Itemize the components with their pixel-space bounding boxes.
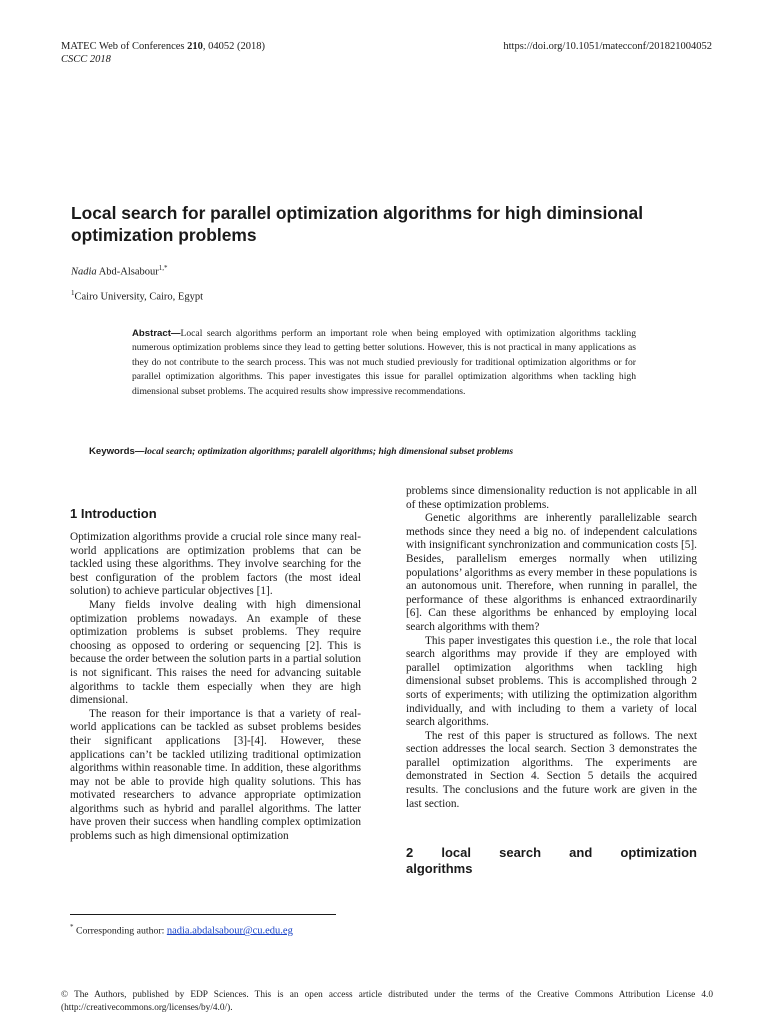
heading-word: and: [569, 845, 593, 860]
paragraph: The rest of this paper is structured as follows. The next section addresses the local search. Section 3 demonstrates the parallel optimization algorithms. The experiments are demonstrated in Section 4. Section 5 details the acquired results. The conclusions and the future work are given in the last section.: [406, 729, 697, 810]
author-marks: 1,*: [158, 264, 168, 272]
abstract-label: Abstract—: [132, 328, 181, 339]
section-heading-line1: [406, 845, 697, 861]
footnote-mark: *: [70, 923, 74, 931]
paragraph: Many fields involve dealing with high dimensional optimization problems nowadays. An example of these optimization problems is subset problems. They require choosing as opposed to ordering or sequencing [2]. This is because the order between the solution parts in a partial solution is not significant. This raises the need for advancing suitable algorithms to tackle them especially when they are high dimensional.: [70, 598, 361, 707]
paragraph: Genetic algorithms are inherently parallelizable search methods since they need a big no. of independent calculations with insignificant synchronization and communication costs [5]. Besides, parallelism emerges normally when utilizing populations’ algorithms as every member in these populations is an autonomous unit. Therefore, when running in parallel, the performance of these algorithms is enhanced extraordinarily [6]. Can these algorithms be enhanced by employing local search algorithms with them?: [406, 512, 697, 633]
journal-volume: 210: [187, 41, 203, 52]
keywords: [89, 446, 513, 457]
heading-word: local: [441, 845, 471, 860]
abstract: [132, 327, 636, 399]
journal-article: , 04052 (2018): [202, 41, 265, 52]
affiliation-mark: 1: [71, 289, 75, 297]
conference-series: CSCC 2018: [61, 54, 111, 65]
author-first-name: Nadia: [71, 266, 97, 278]
paper-title: Local search for parallel optimization algorithms for high diminsional optimization problems: [71, 203, 644, 245]
heading-word: 2: [406, 845, 414, 860]
paragraph: problems since dimensionality reduction is not applicable in all of these optimization problems.: [406, 485, 697, 511]
footnote: [70, 923, 293, 936]
author-last-name: Abd-Alsabour: [96, 266, 159, 278]
affiliation-text: Cairo University, Cairo, Egypt: [74, 291, 204, 303]
paragraph: This paper investigates this question i.e., the role that local search algorithms may provide if they are employed with parallel optimization algorithms when tackling high dimensional subset problems. This is accomplished through 2 sorts of experiments; with utilizing the optimization algorithm individually, and with including to them a variety of local search algorithms.: [406, 634, 697, 729]
section-heading-line2: algorithms: [406, 861, 473, 876]
footnote-divider: [70, 914, 336, 915]
affiliation: [71, 289, 203, 303]
author-line: [71, 264, 168, 278]
doi-link[interactable]: https://doi.org/10.1051/matecconf/201821004052: [503, 41, 712, 52]
section-heading-local-search: [406, 845, 697, 877]
section-heading-introduction: 1 Introduction: [70, 506, 157, 521]
journal-citation: [61, 40, 265, 66]
abstract-text: Local search algorithms perform an important role when being employed with optimization algorithms tackling numerous optimization problems since they lead to getting better solutions. However, this is not practical in many applications as they do not contribute to the search process. This was not much studied previously for traditional optimization algorithms or for parallel optimization algorithms. This paper investigates this issue for parallel optimization algorithms when tackling high dimensional subset problems. The acquired results show impressive recommendations.: [132, 328, 636, 397]
right-column: [406, 485, 697, 811]
keywords-text: local search; optimization algorithms; paralell algorithms; high dimensional subset problems: [144, 446, 514, 457]
heading-word: optimization: [620, 845, 697, 860]
left-column: [70, 531, 361, 844]
paragraph: The reason for their importance is that a variety of real-world applications can be tackled as subset problems besides their significant applications [3]-[4]. However, these applications can’t be tackled utilizing traditional optimization algorithms within reasonable time. In addition, these algorithms may not be able to provide high quality solutions. This has motivated researchers to advance appropriate optimization algorithms such as hybrid and parallel algorithms. The latter have proven their success when handling complex optimization problems such as high dimensional optimization: [70, 707, 361, 843]
paragraph: Optimization algorithms provide a crucial role since many real-world applications are optimization problems that can be tackled using these algorithms. They involve searching for the best configuration of the problem factors (the most ideal solution) to achieve particular objectives [1].: [70, 531, 361, 598]
license-notice: © The Authors, published by EDP Sciences. This is an open access article distributed under the terms of the Creative Commons Attribution License 4.0 (http://creativecommons.org/licenses/by/4.0/).: [61, 990, 713, 1013]
heading-word: search: [499, 845, 542, 860]
footnote-label: Corresponding author:: [73, 925, 167, 937]
keywords-label: Keywords—: [89, 446, 145, 457]
author-email-link[interactable]: nadia.abdalsabour@cu.edu.eg: [166, 925, 293, 937]
journal-prefix: MATEC Web of Conferences: [61, 41, 188, 52]
